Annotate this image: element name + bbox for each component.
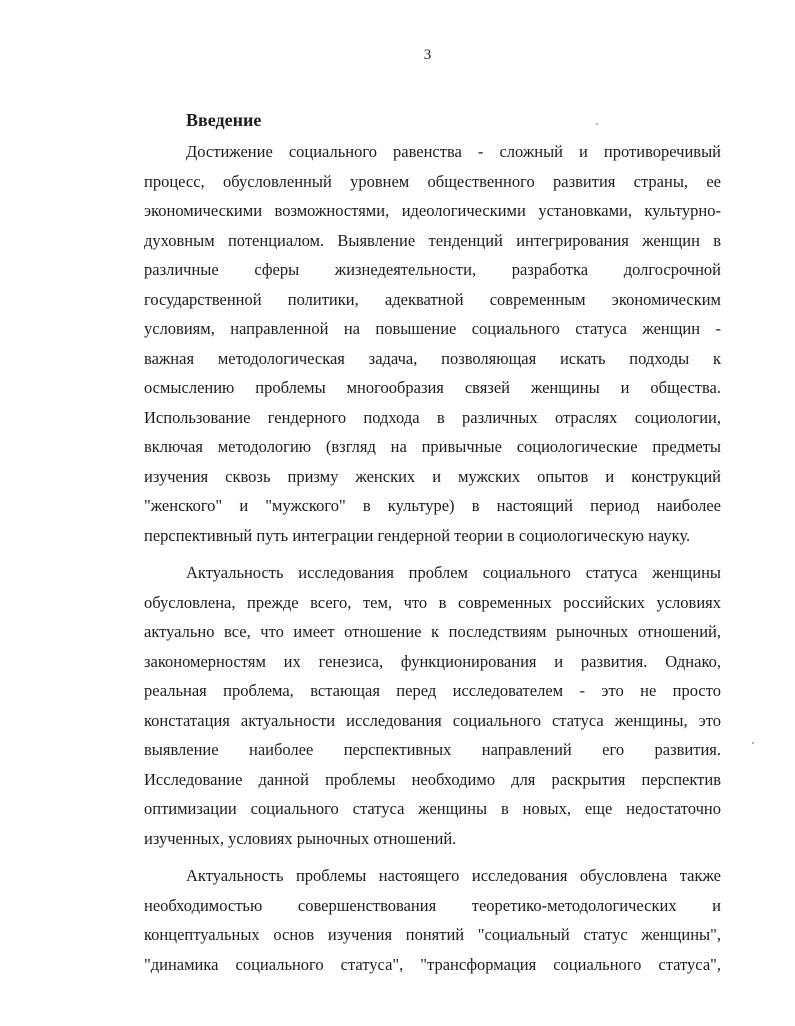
text-line: изучения сквозь призму женских и мужских опытов и конструкций [144, 466, 721, 486]
text-line: реальная проблема, встающая перед исследователем - это не просто [144, 681, 721, 700]
text-line: условиям, направленной на повышение социального статуса женщин - [144, 319, 721, 338]
text-line: Актуальность исследования проблем социального статуса женщины [186, 563, 721, 582]
text-line: процесс, обусловленный уровнем общественного развития страны, ее [144, 171, 721, 191]
text-line: Использование гендерного подхода в различных отраслях социологии, [144, 407, 721, 427]
text-line: осмыслению проблемы многообразия связей женщины и общества. [144, 378, 721, 397]
text-line: обусловлена, прежде всего, тем, что в современных российских условиях [144, 592, 721, 612]
paragraph-2 [144, 558, 721, 853]
section-heading: Введение [186, 110, 262, 130]
text-line: изученных, условиях рыночных отношений. [144, 828, 457, 848]
text-line: выявление наиболее перспективных направлений его развития. [144, 740, 721, 759]
text-line: констатация актуальности исследования социального статуса женщины, это [144, 710, 721, 730]
text-line: Исследование данной проблемы необходимо для раскрытия перспектив [144, 769, 721, 789]
scan-speck [752, 742, 754, 744]
text-line: "динамика социального статуса", "трансформация социального статуса", [144, 954, 721, 974]
text-line: включая методологию (взгляд на привычные социологические предметы [144, 437, 721, 456]
text-line: закономерностям их генезиса, функционирования и развития. Однако, [144, 651, 721, 671]
paragraph-gap [144, 550, 721, 558]
text-line: актуально все, что имеет отношение к последствиям рыночных отношений, [144, 622, 721, 641]
document-body [144, 108, 721, 979]
text-line: необходимостью совершенствования теоретико-методологических и [144, 895, 721, 915]
text-line: Достижение социального равенства - сложный и противоречивый [186, 142, 721, 161]
text-line: экономическими возможностями, идеологическими установками, культурно- [144, 201, 721, 220]
text-line: концептуальных основ изучения понятий "социальный статус женщины", [144, 925, 721, 944]
text-line: важная методологическая задача, позволяющая искать подходы к [144, 348, 721, 368]
page-number: 3 [423, 47, 432, 63]
text-line: Актуальность проблемы настоящего исследования обусловлена также [186, 866, 721, 885]
paragraph-3 [144, 861, 721, 979]
text-line: различные сферы жизнедеятельности, разработка долгосрочной [144, 260, 721, 279]
text-line: оптимизации социального статуса женщины в новых, еще недостаточно [144, 799, 721, 818]
text-line: "женского" и "мужского" в культуре) в настоящий период наиболее [144, 496, 721, 515]
paragraph-1 [144, 137, 721, 550]
text-line: перспективный путь интеграции гендерной теории в социологическую науку. [144, 525, 691, 545]
text-line: духовным потенциалом. Выявление тенденций интегрирования женщин в [144, 230, 721, 250]
paragraph-gap [144, 853, 721, 861]
text-line: государственной политики, адекватной современным экономическим [144, 289, 721, 309]
